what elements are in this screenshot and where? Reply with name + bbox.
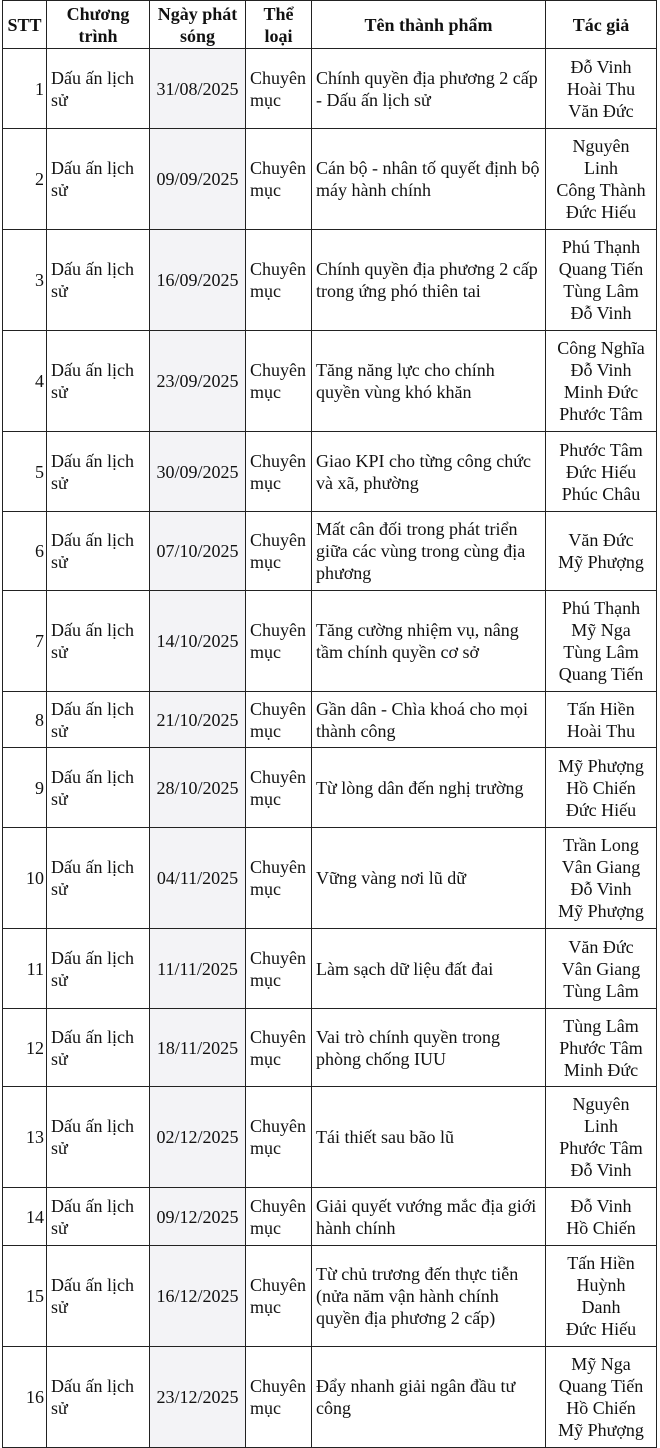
author-name: Hồ Chiến: [566, 777, 636, 798]
authors-cell: [546, 512, 657, 591]
author-name: Phước Tâm: [559, 439, 643, 460]
program-cell: Dấu ấn lịch sử: [47, 591, 150, 692]
authors-cell: [546, 331, 657, 432]
author-name: Hồ Chiến: [566, 1217, 636, 1238]
author-name: Văn Đức: [568, 530, 634, 550]
authors-cell: [546, 1188, 657, 1246]
authors-cell: [546, 1009, 657, 1087]
author-name: Phúc Châu: [561, 483, 641, 504]
authors-cell: [546, 1246, 657, 1347]
author-name: Minh Đức: [563, 382, 639, 402]
date-cell: 31/08/2025: [150, 49, 246, 129]
stt-cell: 5: [3, 432, 47, 512]
author-name: Tùng Lâm: [563, 980, 639, 1001]
table-row: [3, 1009, 657, 1087]
author-name: Mỹ Phượng: [558, 755, 644, 776]
title-cell: Gần dân - Chìa khoá cho mọi thành công: [312, 692, 546, 748]
title-cell: Cán bộ - nhân tố quyết định bộ máy hành chính: [312, 129, 546, 230]
stt-cell: 6: [3, 512, 47, 591]
program-cell: Dấu ấn lịch sử: [47, 432, 150, 512]
author-name: Công Nghĩa: [557, 338, 645, 358]
program-cell: Dấu ấn lịch sử: [47, 512, 150, 591]
genre-cell: Chuyên mục: [246, 1009, 312, 1087]
table-row: [3, 512, 657, 591]
author-name: Huỳnh: [576, 1275, 626, 1295]
date-cell: 09/09/2025: [150, 129, 246, 230]
date-cell: 23/09/2025: [150, 331, 246, 432]
author-name: Mỹ Nga: [571, 1354, 631, 1374]
author-name: Nguyên: [572, 1094, 630, 1114]
author-name: Đức Hiếu: [565, 461, 637, 482]
author-name: Đức Hiếu: [565, 1319, 637, 1339]
stt-cell: 7: [3, 591, 47, 692]
genre-cell: Chuyên mục: [246, 1087, 312, 1188]
author-name: Phú Thạnh: [561, 237, 641, 257]
author-name: Vân Giang: [561, 857, 641, 877]
broadcast-table: [2, 0, 657, 1448]
date-cell: 07/10/2025: [150, 512, 246, 591]
title-cell: Chính quyền địa phương 2 cấp trong ứng phó thiên tai: [312, 230, 546, 331]
genre-cell: Chuyên mục: [246, 49, 312, 129]
genre-cell: Chuyên mục: [246, 828, 312, 929]
header-genre: Thể loại: [246, 1, 312, 49]
author-name: Phước Tâm: [559, 404, 643, 424]
author-name: Hồ Chiến: [566, 1398, 636, 1418]
table-header-row: [3, 1, 657, 49]
authors-cell: [546, 129, 657, 230]
stt-cell: 16: [3, 1347, 47, 1448]
genre-cell: Chuyên mục: [246, 1347, 312, 1448]
author-name: Quang Tiến: [558, 664, 644, 684]
author-name: Đỗ Vinh: [570, 56, 632, 77]
genre-cell: Chuyên mục: [246, 1188, 312, 1246]
table-row: [3, 748, 657, 828]
title-cell: Mất cân đối trong phát triển giữa các vùng trong cùng địa phương: [312, 512, 546, 591]
author-name: Đỗ Vinh: [570, 879, 632, 899]
author-name: Nguyên: [572, 136, 630, 156]
genre-cell: Chuyên mục: [246, 1246, 312, 1347]
stt-cell: 2: [3, 129, 47, 230]
table-row: [3, 692, 657, 748]
table-row: [3, 432, 657, 512]
program-cell: Dấu ấn lịch sử: [47, 929, 150, 1009]
program-cell: Dấu ấn lịch sử: [47, 748, 150, 828]
table-row: [3, 1087, 657, 1188]
table-body: [3, 49, 657, 1448]
title-cell: Từ lòng dân đến nghị trường: [312, 748, 546, 828]
date-cell: 02/12/2025: [150, 1087, 246, 1188]
program-cell: Dấu ấn lịch sử: [47, 49, 150, 129]
author-name: Tấn Hiền: [567, 1253, 635, 1273]
author-name: Đỗ Vinh: [570, 1195, 632, 1216]
date-cell: 28/10/2025: [150, 748, 246, 828]
author-name: Mỹ Phượng: [558, 1420, 644, 1440]
header-author: Tác giả: [546, 1, 657, 49]
authors-cell: [546, 591, 657, 692]
table-row: [3, 1188, 657, 1246]
author-name: Quang Tiến: [558, 1376, 644, 1396]
author-name: Tùng Lâm: [563, 281, 639, 301]
genre-cell: Chuyên mục: [246, 129, 312, 230]
author-name: Linh: [584, 158, 618, 178]
author-name: Vân Giang: [561, 958, 641, 979]
program-cell: Dấu ấn lịch sử: [47, 230, 150, 331]
authors-cell: [546, 692, 657, 748]
program-cell: Dấu ấn lịch sử: [47, 1188, 150, 1246]
date-cell: 16/12/2025: [150, 1246, 246, 1347]
table-row: [3, 828, 657, 929]
program-cell: Dấu ấn lịch sử: [47, 331, 150, 432]
genre-cell: Chuyên mục: [246, 512, 312, 591]
author-name: Minh Đức: [563, 1059, 639, 1080]
date-cell: 09/12/2025: [150, 1188, 246, 1246]
author-name: Đỗ Vinh: [570, 1160, 632, 1180]
author-name: Văn Đức: [568, 936, 634, 957]
genre-cell: Chuyên mục: [246, 929, 312, 1009]
genre-cell: Chuyên mục: [246, 432, 312, 512]
stt-cell: 14: [3, 1188, 47, 1246]
date-cell: 11/11/2025: [150, 929, 246, 1009]
author-name: Đức Hiếu: [565, 799, 637, 820]
stt-cell: 10: [3, 828, 47, 929]
author-name: Đỗ Vinh: [570, 303, 632, 323]
program-cell: Dấu ấn lịch sử: [47, 828, 150, 929]
genre-cell: Chuyên mục: [246, 230, 312, 331]
program-cell: Dấu ấn lịch sử: [47, 1009, 150, 1087]
author-name: Danh: [581, 1297, 621, 1317]
table-row: [3, 49, 657, 129]
stt-cell: 11: [3, 929, 47, 1009]
genre-cell: Chuyên mục: [246, 692, 312, 748]
author-name: Mỹ Phượng: [558, 901, 644, 921]
stt-cell: 15: [3, 1246, 47, 1347]
date-cell: 18/11/2025: [150, 1009, 246, 1087]
table-row: [3, 1347, 657, 1448]
stt-cell: 3: [3, 230, 47, 331]
program-cell: Dấu ấn lịch sử: [47, 1087, 150, 1188]
header-date: Ngày phát sóng: [150, 1, 246, 49]
authors-cell: [546, 432, 657, 512]
table-row: [3, 230, 657, 331]
author-name: Đỗ Vinh: [570, 360, 632, 380]
title-cell: Từ chủ trương đến thực tiễn (nửa năm vận hành chính quyền địa phương 2 cấp): [312, 1246, 546, 1347]
author-name: Công Thành: [556, 180, 646, 200]
date-cell: 14/10/2025: [150, 591, 246, 692]
genre-cell: Chuyên mục: [246, 748, 312, 828]
author-name: Mỹ Phượng: [558, 552, 644, 572]
authors-cell: [546, 49, 657, 129]
author-name: Phước Tâm: [559, 1138, 643, 1158]
authors-cell: [546, 748, 657, 828]
title-cell: Giao KPI cho từng công chức và xã, phường: [312, 432, 546, 512]
author-name: Tùng Lâm: [563, 1015, 639, 1036]
date-cell: 21/10/2025: [150, 692, 246, 748]
author-name: Tùng Lâm: [563, 642, 639, 662]
header-title: Tên thành phẩm: [312, 1, 546, 49]
stt-cell: 9: [3, 748, 47, 828]
stt-cell: 8: [3, 692, 47, 748]
author-name: Mỹ Nga: [571, 620, 631, 640]
authors-cell: [546, 1087, 657, 1188]
stt-cell: 4: [3, 331, 47, 432]
author-name: Tấn Hiền: [567, 698, 635, 719]
program-cell: Dấu ấn lịch sử: [47, 692, 150, 748]
genre-cell: Chuyên mục: [246, 331, 312, 432]
stt-cell: 1: [3, 49, 47, 129]
authors-cell: [546, 929, 657, 1009]
stt-cell: 12: [3, 1009, 47, 1087]
program-cell: Dấu ấn lịch sử: [47, 1246, 150, 1347]
author-name: Phú Thạnh: [561, 598, 641, 618]
title-cell: Tăng cường nhiệm vụ, nâng tầm chính quyền cơ sở: [312, 591, 546, 692]
table-row: [3, 129, 657, 230]
title-cell: Tăng năng lực cho chính quyền vùng khó khăn: [312, 331, 546, 432]
table-row: [3, 591, 657, 692]
table-row: [3, 1246, 657, 1347]
table-row: [3, 331, 657, 432]
author-name: Hoài Thu: [566, 720, 636, 741]
title-cell: Tái thiết sau bão lũ: [312, 1087, 546, 1188]
header-program: Chương trình: [47, 1, 150, 49]
stt-cell: 13: [3, 1087, 47, 1188]
date-cell: 23/12/2025: [150, 1347, 246, 1448]
authors-cell: [546, 828, 657, 929]
author-name: Linh: [584, 1116, 618, 1136]
date-cell: 04/11/2025: [150, 828, 246, 929]
title-cell: Giải quyết vướng mắc địa giới hành chính: [312, 1188, 546, 1246]
header-stt: STT: [3, 1, 47, 49]
title-cell: Vững vàng nơi lũ dữ: [312, 828, 546, 929]
author-name: Trần Long: [563, 835, 639, 855]
author-name: Văn Đức: [568, 100, 634, 121]
date-cell: 16/09/2025: [150, 230, 246, 331]
title-cell: Vai trò chính quyền trong phòng chống IUU: [312, 1009, 546, 1087]
authors-cell: [546, 230, 657, 331]
date-cell: 30/09/2025: [150, 432, 246, 512]
title-cell: Làm sạch dữ liệu đất đai: [312, 929, 546, 1009]
program-cell: Dấu ấn lịch sử: [47, 129, 150, 230]
author-name: Hoài Thu: [566, 78, 636, 99]
author-name: Phước Tâm: [559, 1037, 643, 1058]
title-cell: Đẩy nhanh giải ngân đầu tư công: [312, 1347, 546, 1448]
author-name: Quang Tiến: [558, 259, 644, 279]
authors-cell: [546, 1347, 657, 1448]
table-row: [3, 929, 657, 1009]
title-cell: Chính quyền địa phương 2 cấp - Dấu ấn lịch sử: [312, 49, 546, 129]
author-name: Đức Hiếu: [565, 202, 637, 222]
genre-cell: Chuyên mục: [246, 591, 312, 692]
program-cell: Dấu ấn lịch sử: [47, 1347, 150, 1448]
